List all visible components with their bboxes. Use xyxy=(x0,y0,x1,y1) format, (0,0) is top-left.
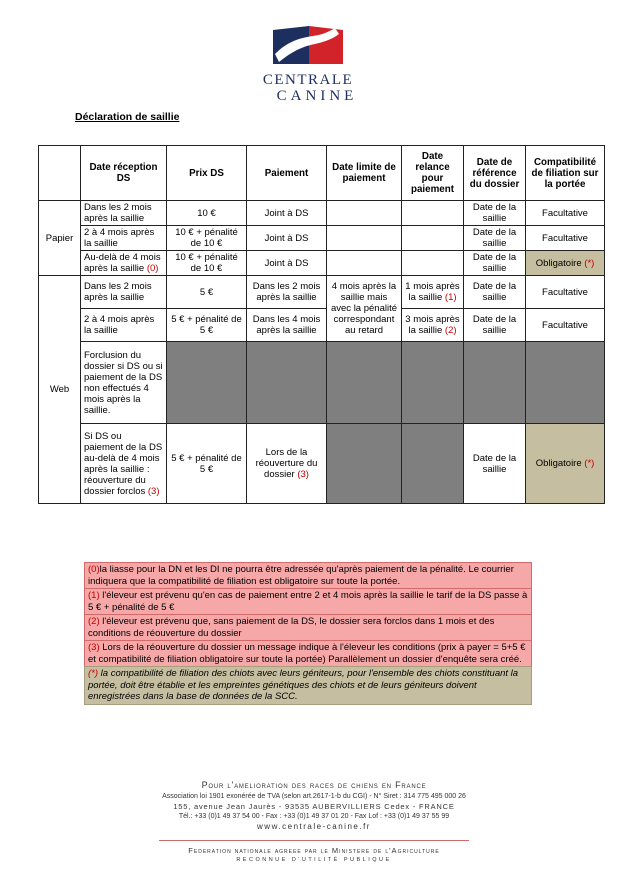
footer-phone: Tél.: +33 (0)1 49 37 54 00 - Fax : +33 (0)1 49 37 01 20 - Fax Lof : +33 (0)1 49 37 55 99 xyxy=(178,813,450,820)
footer-federation: Federation nationale agreee par le Ministere de l'Agriculture xyxy=(188,846,440,855)
footer-motto: Pour l'amelioration des races de chiens en France xyxy=(201,780,427,790)
cell-paiement: Joint à DS xyxy=(247,251,327,276)
table-row xyxy=(39,342,605,424)
cell-reception: Forclusion du dossier si DS ou si paiement de la DS non effectués 4 mois après la saillie. xyxy=(81,342,167,424)
footer-divider xyxy=(159,840,469,841)
cell-reference: Date de la saillie xyxy=(464,309,526,342)
header-reception: Date réception DS xyxy=(81,146,167,201)
cell-compat: Obligatoire (*) xyxy=(526,424,605,504)
cell-prix: 10 € + pénalité de 10 € xyxy=(167,251,247,276)
cell-paiement: Joint à DS xyxy=(247,226,327,251)
cell-reception: Si DS ou paiement de la DS au-delà de 4 mois après la saillie : réouverture du dossier forclos (3) xyxy=(81,424,167,504)
footnote-mark: (*) xyxy=(584,257,595,269)
footer xyxy=(0,780,628,863)
footnote-mark: (0) xyxy=(146,263,159,274)
cell-reference: Date de la saillie xyxy=(464,201,526,226)
footer-address: 155, avenue Jean Jaurès - 93535 AUBERVILLIERS Cedex - FRANCE xyxy=(173,802,455,811)
fee-table xyxy=(38,145,605,504)
footer-legal: Association loi 1901 exonérée de TVA (selon art.2617-1-b du CGI) - N° Siret : 314 775 495 000 26 xyxy=(162,793,466,800)
group-web: Web xyxy=(39,276,81,504)
cell-compat: Facultative xyxy=(526,309,605,342)
cell-prix: 5 € xyxy=(167,276,247,309)
cell-reception: Au-delà de 4 mois après la saillie (0) xyxy=(81,251,167,276)
cell-relance: 1 mois après la saillie (1) xyxy=(402,276,464,309)
footer-website[interactable]: www.centrale-canine.fr xyxy=(257,822,371,831)
cell-prix: 10 € + pénalité de 10 € xyxy=(167,226,247,251)
cell-reception: Dans les 2 mois après la saillie xyxy=(81,201,167,226)
header-paiement: Paiement xyxy=(247,146,327,201)
cell-reference: Date de la saillie xyxy=(464,226,526,251)
cell-reference: Date de la saillie xyxy=(464,276,526,309)
header-prix: Prix DS xyxy=(167,146,247,201)
footnote-mark: (1) xyxy=(444,292,457,303)
table-row xyxy=(39,424,605,504)
cell-paiement: Lors de la réouverture du dossier (3) xyxy=(247,424,327,504)
cell-reception: Dans les 2 mois après la saillie xyxy=(81,276,167,309)
note-3: (3) Lors de la réouverture du dossier un message indique à l'éleveur les conditions (prix à payer = 5+5 € et compatibilité de filiation obligatoire sur toute la portée) Parallèlement un dossier d'enquête sera créé. xyxy=(84,640,532,666)
cell-prix: 5 € + pénalité de 5 € xyxy=(167,424,247,504)
cell-reception: 2 à 4 mois après la saillie xyxy=(81,226,167,251)
notes-box xyxy=(84,562,532,705)
group-papier: Papier xyxy=(39,201,81,276)
table-row xyxy=(39,226,605,251)
footnote-mark: (*) xyxy=(584,458,595,469)
footnote-mark: (2) xyxy=(444,325,457,336)
cell-reference: Date de la saillie xyxy=(464,251,526,276)
brand-line2: CANINE xyxy=(276,88,358,104)
note-4: (*) la compatibilité de filiation des chiots avec leurs géniteurs, pour l'ensemble des chiots constituant la portée, doit être établie et les empreintes génétiques des chiots et de leurs géniteurs doivent enregistrées dans la base de données de la SCC. xyxy=(84,666,532,705)
cell-compat: Facultative xyxy=(526,276,605,309)
table-row xyxy=(39,276,605,309)
dog-logo-icon xyxy=(269,24,347,68)
cell-compat: Facultative xyxy=(526,226,605,251)
footnote-mark: (3) xyxy=(297,469,309,480)
header-reference: Date de référence du dossier xyxy=(464,146,526,201)
cell-prix: 10 € xyxy=(167,201,247,226)
cell-paiement: Dans les 4 mois après la saillie xyxy=(247,309,327,342)
cell-compat: Facultative xyxy=(526,201,605,226)
cell-reference: Date de la saillie xyxy=(464,424,526,504)
header-limite: Date limite de paiement xyxy=(327,146,402,201)
note-0: (0)la liasse pour la DN et les DI ne pourra être adressée qu'après paiement de la pénalité. Le courrier indiquera que la compatibilité de filiation est obligatoire sur toute la portée. xyxy=(84,562,532,588)
cell-paiement: Joint à DS xyxy=(247,201,327,226)
footnote-mark: (3) xyxy=(147,485,160,497)
cell-relance: 3 mois après la saillie (2) xyxy=(402,309,464,342)
page-title: Déclaration de saillie xyxy=(75,111,180,123)
brand-line1: CENTRALE xyxy=(262,72,354,88)
table-row xyxy=(39,201,605,226)
cell-compat: Obligatoire (*) xyxy=(526,251,605,276)
logo xyxy=(258,24,358,104)
table-row xyxy=(39,309,605,342)
cell-reception: 2 à 4 mois après la saillie xyxy=(81,309,167,342)
cell-prix: 5 € + pénalité de 5 € xyxy=(167,309,247,342)
note-2: (2) l'éleveur est prévenu que, sans paiement de la DS, le dossier sera forclos dans 1 mois et des conditions de réouverture du dossier xyxy=(84,614,532,640)
header-row xyxy=(39,146,605,201)
header-compat: Compatibilité de filiation sur la portée xyxy=(526,146,605,201)
note-1: (1) l'éleveur est prévenu qu'en cas de paiement entre 2 et 4 mois après la saillie le tarif de la DS passe à 5 € + pénalité de 5 € xyxy=(84,588,532,614)
cell-paiement: Dans les 2 mois après la saillie xyxy=(247,276,327,309)
cell-limite: 4 mois après la saillie mais avec la pénalité correspondant au retard xyxy=(327,276,402,342)
header-relance: Date relance pour paiement xyxy=(402,146,464,201)
table-row xyxy=(39,251,605,276)
footer-recognition: RECONNUE D'UTILITÉ PUBLIQUE xyxy=(236,857,392,863)
